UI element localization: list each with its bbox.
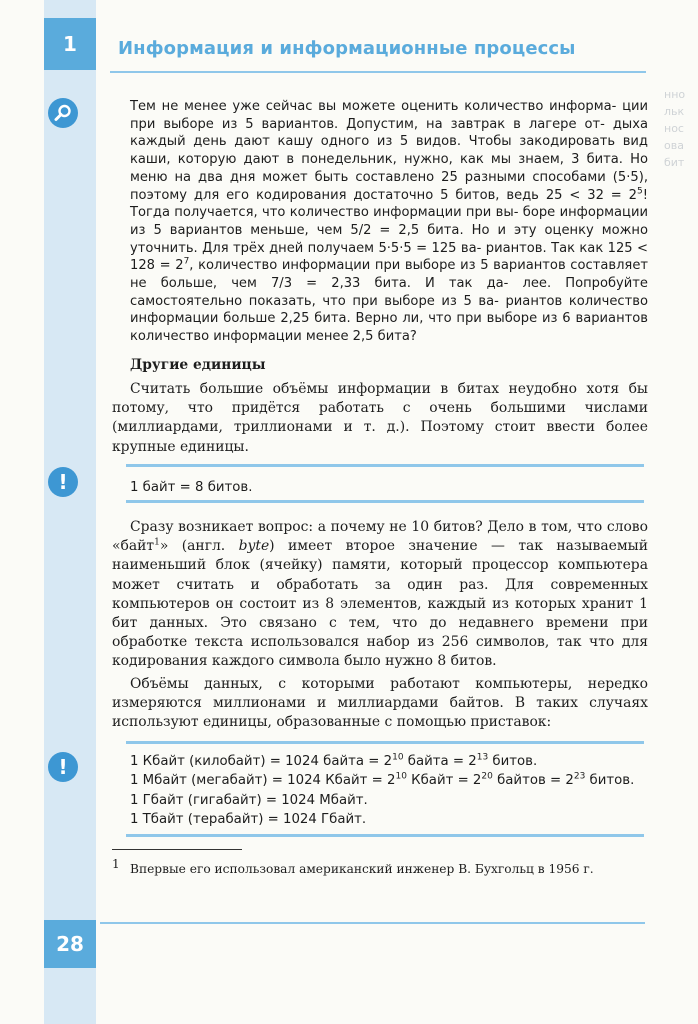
unit-kilobyte: 1 Кбайт (килобайт) = 1024 байта = $2^{10}$ байта = $2^{13}$ битов. — [130, 752, 538, 769]
byte-definition: 1 байт = 8 битов. — [130, 480, 253, 495]
chapter-number: 1 — [63, 32, 77, 56]
fact-rule-top — [126, 464, 644, 467]
magnifier-icon — [48, 98, 78, 128]
unit-gigabyte: 1 Гбайт (гигабайт) = 1024 Мбайт. — [130, 792, 368, 808]
paragraph-intro: Считать большие объёмы информации в битах неудобно хотя бы потому, что придётся работать с очень большими числами (миллиардами, триллионами и т. д.). Поэтому стоит ввести более крупные единицы. — [112, 381, 648, 455]
bleed-through-text: нно льк нос ова бит — [664, 88, 686, 169]
chapter-number-tab — [44, 18, 96, 70]
note-block — [130, 98, 648, 346]
footnote-ref: 1 — [154, 537, 160, 548]
footnote-rule — [112, 849, 242, 850]
fact-rule-bottom — [126, 500, 644, 503]
units-rule-top — [126, 741, 644, 744]
footnote: $^1$ Впервые его использовал американский инженер В. Бухгольц в 1956 г. — [112, 856, 594, 876]
page-number-box — [44, 920, 96, 968]
left-margin-strip — [44, 0, 96, 1024]
header-rule — [110, 71, 646, 73]
footer-rule — [100, 922, 645, 924]
units-list — [130, 752, 634, 830]
exclamation-icon: ! — [48, 752, 78, 782]
paragraph-why-8-bits: Сразу возникает вопрос: а почему не 10 битов? Дело в том, что слово «байт$^1$» (англ. byte) имеет второе значение — так называемый наименьший блок (ячейку) памяти, который процессор компьютера может считать и обработать за один раз. Для современных компьютеров он состоит из 8 элементов, каждый из которых хранит 1 бит данных. Это связано с тем, что до недавнего времени при обработке текста использовался набор из 256 символов, так что для кодирования каждого символа было нужно 8 битов. — [112, 519, 648, 670]
chapter-title: Информация и информационные процессы — [118, 38, 576, 59]
unit-megabyte: 1 Мбайт (мегабайт) = 1024 Кбайт = $2^{10}$ Кбайт = $2^{20}$ байтов = $2^{23}$ битов. — [130, 771, 635, 789]
section-heading: Другие единицы — [130, 357, 266, 373]
units-rule-bottom — [126, 834, 644, 837]
unit-terabyte: 1 Тбайт (терабайт) = 1024 Гбайт. — [130, 812, 367, 828]
note-text: Тем не менее уже сейчас вы можете оценить количество информа- ции при выборе из 5 вариантов. Допустим, на завтрак в лагере от- дыха каждый день дают кашу одного из 5 видов. Чтобы закодировать вид каши, которую дают в понедельник, нужно, как мы знаем, 3 бита. Но меню на два дня может быть составлено 25 разными способами (5·5), поэтому для его кодирования достаточно 5 битов, ведь $25 < 32 = 2^5$! Тогда получается, что количество информации при вы- боре информации из 5 вариантов меньше, чем 5/2 = 2,5 бита. Но и эту оценку можно уточнить. Для трёх дней получаем 5·5·5 = 125 ва- риантов. Так как $125 < 128 = 2^7$, количество информации при выборе из 5 вариантов составляет не больше, чем 7/3 = 2,33 бита. И так да- лее. Попробуйте самостоятельно показать, что при выборе из 5 ва- риантов количество информации больше 2,25 бита. Верно ли, что при выборе из 6 вариантов количество информации менее 2,5 бита? — [130, 99, 648, 345]
page-number: 28 — [56, 932, 84, 956]
paragraph-prefixes: Объёмы данных, с которыми работают компьютеры, нередко измеряются миллионами и миллиардами байтов. В таких случаях используют единицы, образованные с помощью приставок: — [112, 676, 648, 731]
exclamation-icon: ! — [48, 467, 78, 497]
footnote-text: Впервые его использовал американский инженер В. Бухгольц в 1956 г. — [130, 862, 594, 876]
